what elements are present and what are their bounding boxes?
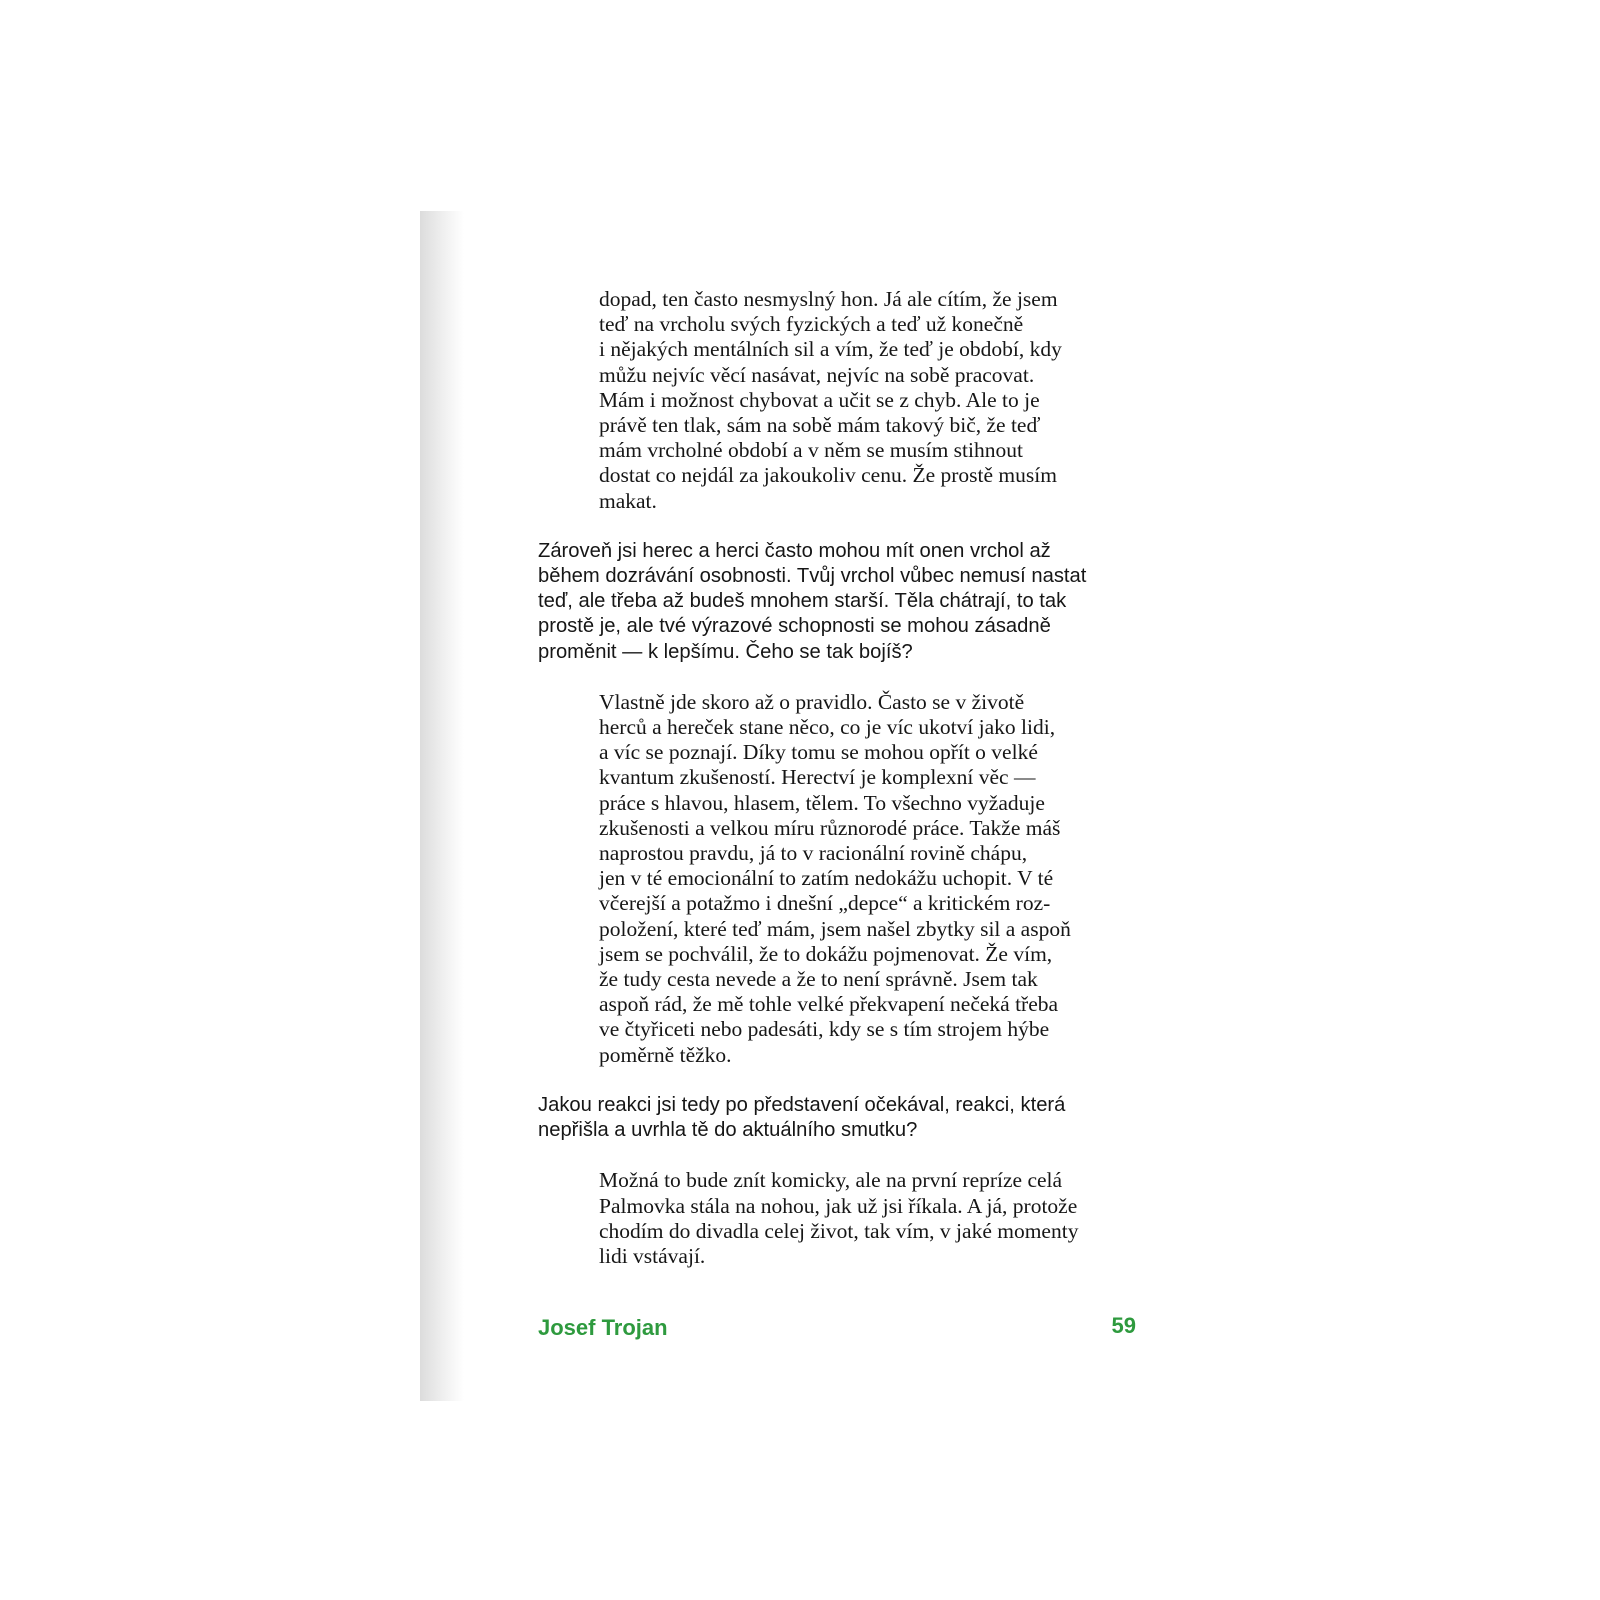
running-footer-author: Josef Trojan (538, 1315, 668, 1340)
text-line: jen v té emocionální to zatím nedokážu uchopit. V té (599, 866, 1054, 891)
answer-paragraph (599, 287, 1139, 514)
paragraph-gap (538, 1068, 1138, 1093)
page-footer (538, 1315, 1136, 1345)
text-line: jsem se pochválil, že to dokážu pojmenovat. Že vím, (599, 941, 1053, 966)
paragraph-gap (538, 1143, 1138, 1168)
paragraph-gap (538, 665, 1138, 690)
text-line: herců a hereček stane něco, co je víc ukotví jako lidi, (599, 715, 1056, 740)
text-line: mám vrcholné období a v něm se musím stihnout (599, 438, 1023, 463)
text-line: během dozrávání osobnosti. Tvůj vrchol vůbec nemusí nastat (538, 565, 1087, 588)
text-line: naprostou pravdu, já to v racionální rovině chápu, (599, 841, 1028, 866)
question-paragraph (538, 539, 1138, 665)
paragraph-gap (538, 514, 1138, 539)
text-line: práce s hlavou, hlasem, tělem. To všechno vyžaduje (599, 790, 1045, 815)
text-line: makat. (599, 488, 657, 513)
text-line: Jakou reakci jsi tedy po představení očekával, reakci, která (538, 1093, 1066, 1116)
text-line: chodím do divadla celej život, tak vím, v jaké momenty (599, 1218, 1079, 1243)
text-line: že tudy cesta nevede a že to není správně. Jsem tak (599, 967, 1038, 992)
text-line: dopad, ten často nesmyslný hon. Já ale cítím, že jsem (599, 287, 1058, 311)
page-content (538, 287, 1138, 1269)
text-line: a víc se poznají. Díky tomu se mohou opřít o velké (599, 740, 1038, 765)
text-line: položení, které teď mám, jsem našel zbytky sil a aspoň (599, 916, 1071, 941)
question-paragraph (538, 1093, 1138, 1143)
spine-shadow (420, 211, 464, 1401)
page-number: 59 (1111, 1313, 1136, 1338)
text-line: aspoň rád, že mě tohle velké překvapení nečeká třeba (599, 992, 1059, 1017)
text-line: Zároveň jsi herec a herci často mohou mít onen vrchol až (538, 539, 1051, 562)
text-line: nepřišla a uvrhla tě do aktuálního smutku? (538, 1119, 918, 1142)
text-line: i nějakých mentálních sil a vím, že teď je období, kdy (599, 337, 1062, 362)
text-line: Palmovka stála na nohou, jak už jsi říkala. A já, protože (599, 1193, 1078, 1218)
text-line: proměnit — k lepšímu. Čeho se tak bojíš? (538, 640, 913, 663)
text-line: lidi vstávají. (599, 1243, 706, 1268)
text-line: zkušenosti a velkou míru různorodé práce. Takže máš (599, 815, 1061, 840)
text-line: právě ten tlak, sám na sobě mám takový bič, že teď (599, 413, 1041, 438)
book-page (420, 211, 1190, 1401)
answer-paragraph (599, 1168, 1139, 1269)
text-line: Vlastně jde skoro až o pravidlo. Často se v životě (599, 689, 1025, 714)
text-line: kvantum zkušeností. Herectví je komplexní věc — (599, 765, 1036, 790)
text-line: teď na vrcholu svých fyzických a teď už konečně (599, 312, 1024, 337)
text-line: teď, ale třeba až budeš mnohem starší. Těla chátrají, to tak (538, 590, 1067, 613)
text-line: dostat co nejdál za jakoukoliv cenu. Že prostě musím (599, 463, 1057, 488)
text-line: poměrně těžko. (599, 1042, 732, 1067)
text-line: Mám i možnost chybovat a učit se z chyb. Ale to je (599, 387, 1040, 412)
text-line: Možná to bude znít komicky, ale na první repríze celá (599, 1168, 1063, 1193)
text-line: můžu nejvíc věcí nasávat, nejvíc na sobě pracovat. (599, 362, 1035, 387)
answer-paragraph (599, 690, 1139, 1068)
text-line: ve čtyřiceti nebo padesáti, kdy se s tím strojem hýbe (599, 1017, 1050, 1042)
text-line: včerejší a potažmo i dnešní „depce“ a kritickém roz- (599, 891, 1051, 916)
text-line: prostě je, ale tvé výrazové schopnosti se mohou zásadně (538, 615, 1051, 638)
